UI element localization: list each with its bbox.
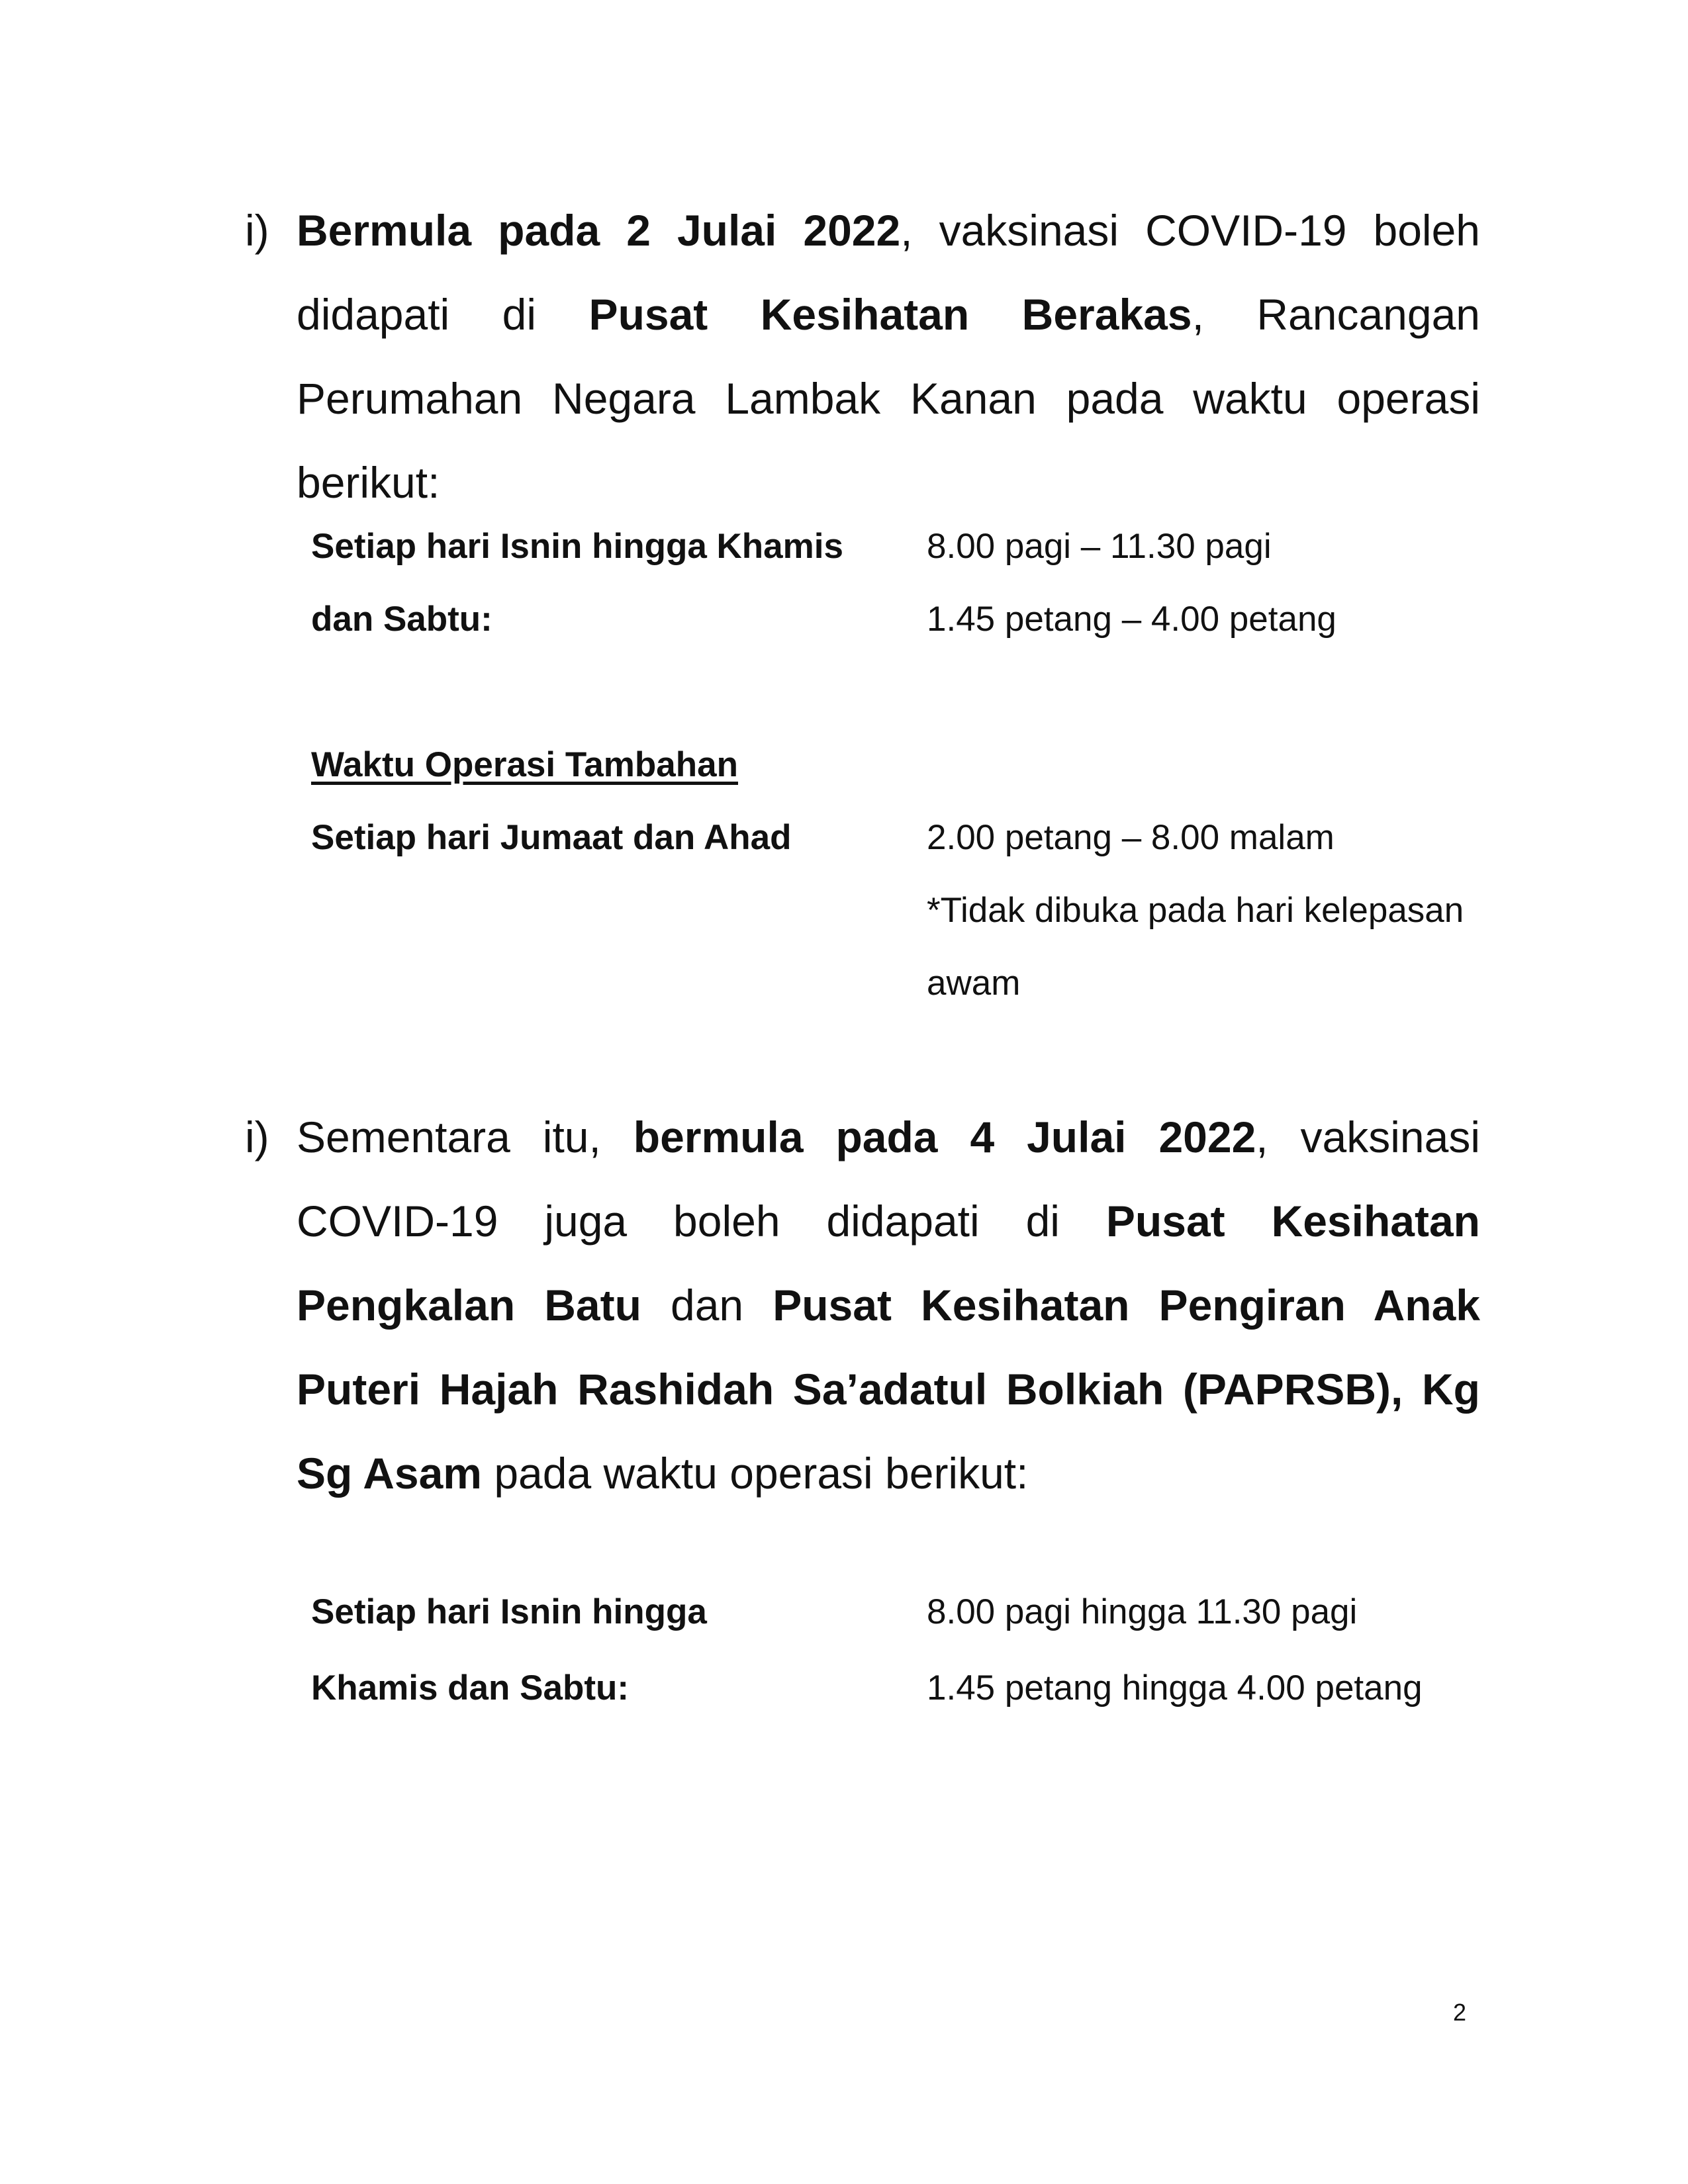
extra-hours-label: Setiap hari Jumaat dan Ahad: [311, 818, 792, 857]
schedule-time-1: 8.00 pagi hingga 11.30 pagi: [927, 1592, 1358, 1631]
text-run: , vaksinasi COVID-19 boleh didapati di: [297, 206, 1480, 339]
text-run: Sementara itu,: [297, 1113, 633, 1161]
page-number: 2: [1453, 1999, 1467, 2026]
schedule-time-2: 1.45 petang hingga 4.00 petang: [927, 1668, 1423, 1707]
paragraph-1: [297, 189, 1480, 525]
bold-text-run: Pusat Kesihatan Pengiran Anak Puteri Hajah Rashidah Sa’adatul Bolkiah (PAPRSB), Kg Sg Asam: [297, 1281, 1480, 1498]
bold-text-run: bermula pada 4 Julai 2022: [633, 1113, 1256, 1161]
schedule-time-1: 8.00 pagi – 11.30 pagi: [927, 527, 1272, 566]
extra-hours-heading: Waktu Operasi Tambahan: [311, 745, 738, 784]
bold-text-run: Pusat Kesihatan Pengkalan Batu: [297, 1197, 1480, 1330]
item-number: i): [245, 1113, 269, 1161]
schedule-label-line2: Khamis dan Sabtu:: [311, 1668, 630, 1707]
extra-hours-time: 2.00 petang – 8.00 malam: [927, 818, 1335, 857]
schedule-time-2: 1.45 petang – 4.00 petang: [927, 600, 1336, 639]
text-run: pada waktu operasi berikut:: [481, 1449, 1029, 1498]
schedule-label-line2: dan Sabtu:: [311, 600, 492, 639]
bold-text-run: Bermula pada 2 Julai 2022: [297, 206, 901, 255]
text-run: , vaksinasi COVID-19 juga boleh didapati di: [297, 1113, 1481, 1246]
extra-hours-note-line2: awam: [927, 964, 1021, 1003]
bold-text-run: Pusat Kesihatan Berakas: [588, 290, 1192, 339]
text-run: , Rancangan Perumahan Negara Lambak Kanan pada waktu operasi berikut:: [297, 290, 1480, 507]
section-1: [245, 189, 1483, 1036]
section-2: [245, 1095, 1483, 1757]
schedule-label-line1: Setiap hari Isnin hingga: [311, 1592, 707, 1631]
text-run: dan: [641, 1281, 773, 1330]
extra-hours-note-line1: *Tidak dibuka pada hari kelepasan: [927, 891, 1464, 930]
schedule-label-line1: Setiap hari Isnin hingga Khamis: [311, 527, 843, 566]
paragraph-2: [297, 1095, 1480, 1516]
item-number: i): [245, 206, 269, 255]
